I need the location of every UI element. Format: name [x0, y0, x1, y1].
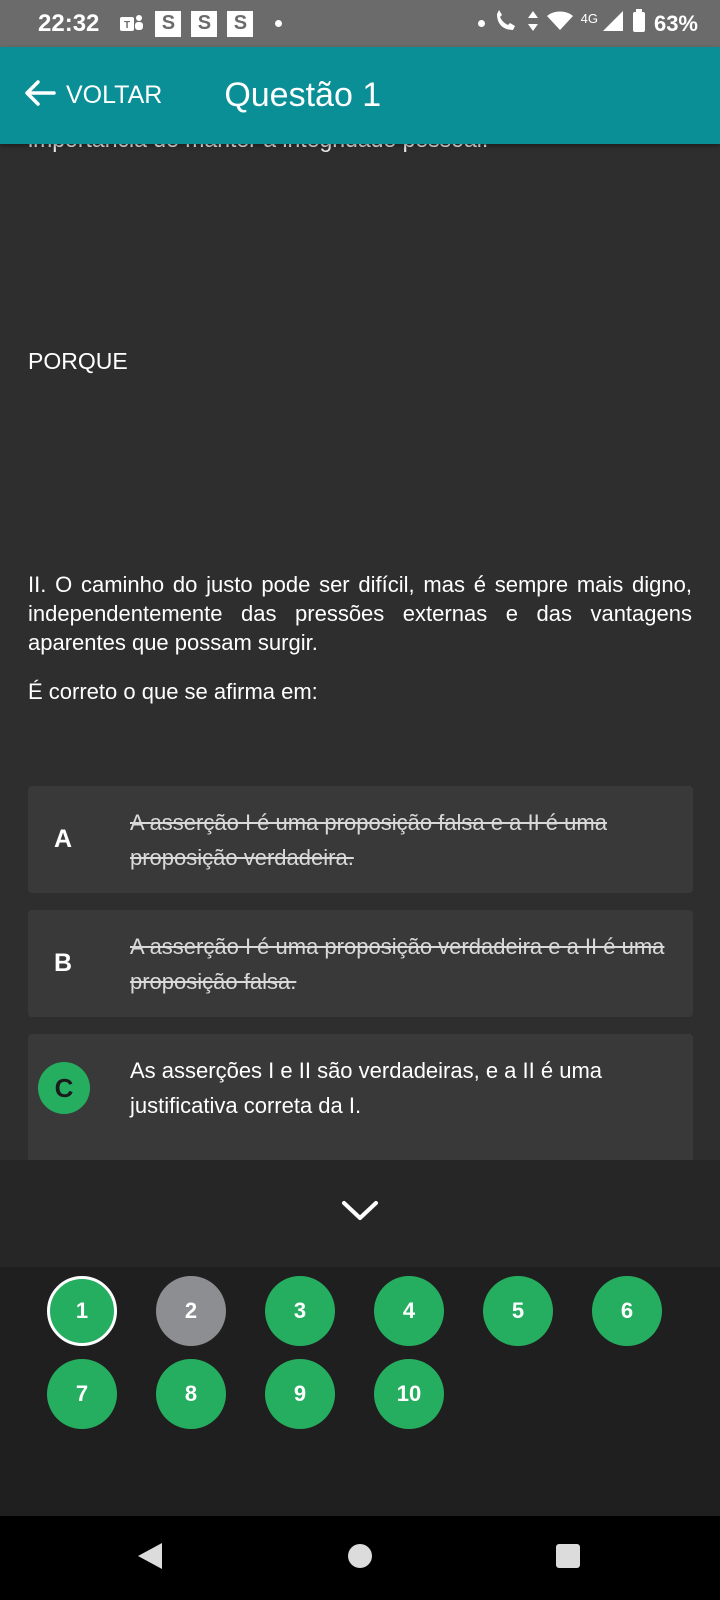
question-number-button[interactable]: 6	[592, 1276, 662, 1346]
notification-s-icon: S	[191, 11, 217, 37]
question-number-button[interactable]: 3	[265, 1276, 335, 1346]
network-type: 4G	[580, 11, 598, 26]
option-b[interactable]	[28, 910, 693, 1017]
back-button[interactable]	[24, 79, 162, 112]
chevron-down-icon[interactable]	[340, 1198, 380, 1229]
dot-icon	[478, 20, 485, 27]
battery-percent: 63%	[653, 10, 698, 36]
connector-text: PORQUE	[28, 348, 128, 374]
assertion-ii: II. O caminho do justo pode ser difícil, mas é sempre mais digno, independentemente das pressões externas e das vantagens aparentes que possam surgir.	[28, 572, 692, 655]
option-a[interactable]	[28, 786, 693, 893]
option-text: As asserções I e II são verdadeiras, e a II é uma justificativa correta da I.	[130, 1058, 603, 1118]
back-label: VOLTAR	[66, 81, 163, 109]
nav-back-button[interactable]	[110, 1516, 190, 1600]
svg-text:T: T	[124, 19, 131, 31]
battery-icon	[632, 9, 646, 39]
question-content[interactable]	[0, 144, 720, 1164]
app-bar	[0, 47, 720, 144]
question-number-button[interactable]: 9	[265, 1359, 335, 1429]
notification-s-icon: S	[155, 11, 181, 37]
question-number-button[interactable]: 4	[374, 1276, 444, 1346]
option-letter: B	[54, 949, 73, 977]
data-arrows-icon	[527, 10, 539, 38]
wifi-calling-icon	[493, 10, 519, 38]
option-text: A asserção I é uma proposição verdadeira e a II é uma proposição falsa.	[130, 933, 665, 994]
system-nav-bar	[0, 1516, 720, 1600]
option-letter: A	[54, 825, 73, 853]
question-number-button[interactable]: 2	[156, 1276, 226, 1346]
question-nav-panel	[0, 1267, 720, 1516]
question-number-button[interactable]: 7	[47, 1359, 117, 1429]
square-recents-icon	[555, 1543, 581, 1574]
notification-s-icon: S	[227, 11, 253, 37]
arrow-left-icon	[24, 79, 56, 112]
signal-icon	[602, 10, 624, 38]
teams-icon	[117, 11, 145, 37]
more-notifications-dot-icon	[275, 20, 282, 27]
status-bar	[0, 0, 720, 47]
question-nav-header	[0, 1160, 720, 1267]
option-text: A asserção I é uma proposição falsa e a II é uma proposição verdadeira.	[130, 809, 607, 870]
option-c[interactable]	[28, 1034, 693, 1174]
question-number-button[interactable]: 1	[47, 1276, 117, 1346]
status-time: 22:32	[38, 9, 100, 37]
selected-option-badge: C	[38, 1062, 90, 1114]
nav-home-button[interactable]	[320, 1516, 400, 1600]
question-prompt: É correto o que se afirma em:	[28, 679, 318, 704]
question-number-button[interactable]: 5	[483, 1276, 553, 1346]
question-number-button[interactable]: 10	[374, 1359, 444, 1429]
wifi-icon	[547, 11, 573, 37]
page-title: Questão 1	[224, 76, 382, 114]
nav-recents-button[interactable]	[528, 1516, 608, 1600]
triangle-back-icon	[136, 1541, 164, 1576]
circle-home-icon	[347, 1543, 373, 1574]
question-number-button[interactable]: 8	[156, 1359, 226, 1429]
